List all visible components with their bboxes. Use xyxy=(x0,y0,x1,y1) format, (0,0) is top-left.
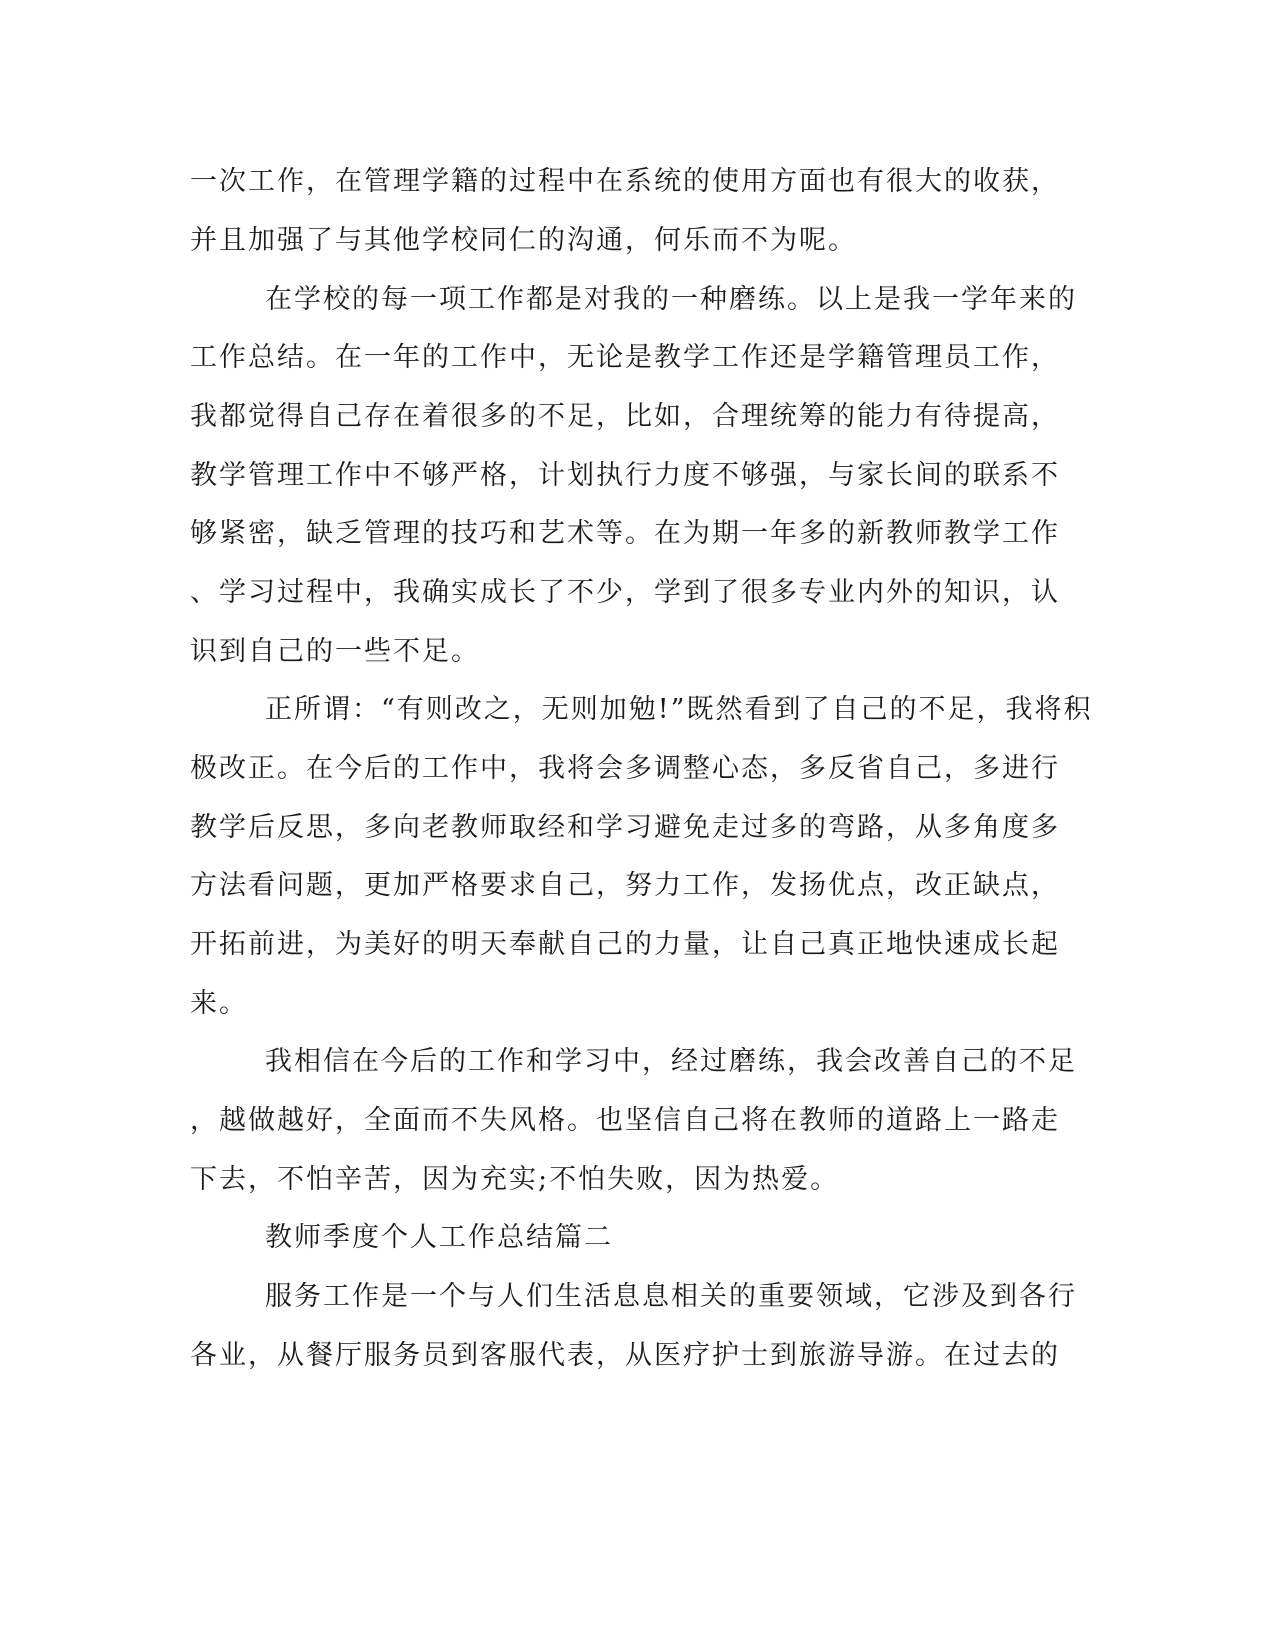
text-line: 并且加强了与其他学校同仁的沟通，何乐而不为呢。 xyxy=(190,225,857,256)
paragraph-start-line: 在学校的每一项工作都是对我的一种磨练。以上是我一学年来的 xyxy=(265,284,1077,315)
text-line: 够紧密，缺乏管理的技巧和艺术等。在为期一年多的新教师教学工作 xyxy=(190,518,1060,549)
text-line: 极改正。在今后的工作中，我将会多调整心态，多反省自己，多进行 xyxy=(190,753,1060,784)
paragraph-start-line: 服务工作是一个与人们生活息息相关的重要领域，它涉及到各行 xyxy=(265,1281,1077,1312)
text-line: 我都觉得自己存在着很多的不足，比如，合理统筹的能力有待提高， xyxy=(190,401,1060,432)
text-line: 工作总结。在一年的工作中，无论是教学工作还是学籍管理员工作， xyxy=(190,342,1060,373)
text-line: 开拓前进，为美好的明天奉献自己的力量，让自己真正地快速成长起 xyxy=(190,929,1060,960)
section-heading: 教师季度个人工作总结篇二 xyxy=(265,1222,613,1253)
text-line: 识到自己的一些不足。 xyxy=(190,636,480,667)
text-line: 来。 xyxy=(190,988,248,1019)
text-line: ，越做越好，全面而不失风格。也坚信自己将在教师的道路上一路走 xyxy=(190,1105,1060,1136)
text-line: 教学后反思，多向老教师取经和学习避免走过多的弯路，从多角度多 xyxy=(190,812,1060,843)
paragraph-start-line: 正所谓：“有则改之，无则加勉!”既然看到了自己的不足，我将积 xyxy=(265,694,1093,725)
text-line: 、学习过程中，我确实成长了不少，学到了很多专业内外的知识，认 xyxy=(190,577,1060,608)
text-line: 教学管理工作中不够严格，计划执行力度不够强，与家长间的联系不 xyxy=(190,460,1060,491)
text-line: 各业，从餐厅服务员到客服代表，从医疗护士到旅游导游。在过去的 xyxy=(190,1340,1060,1371)
text-line: 下去，不怕辛苦，因为充实;不怕失败，因为热爱。 xyxy=(190,1164,840,1195)
text-line: 方法看问题，更加严格要求自己，努力工作，发扬优点，改正缺点， xyxy=(190,870,1060,901)
paragraph-start-line: 我相信在今后的工作和学习中，经过磨练，我会改善自己的不足 xyxy=(265,1046,1077,1077)
text-line: 一次工作，在管理学籍的过程中在系统的使用方面也有很大的收获， xyxy=(190,166,1060,197)
